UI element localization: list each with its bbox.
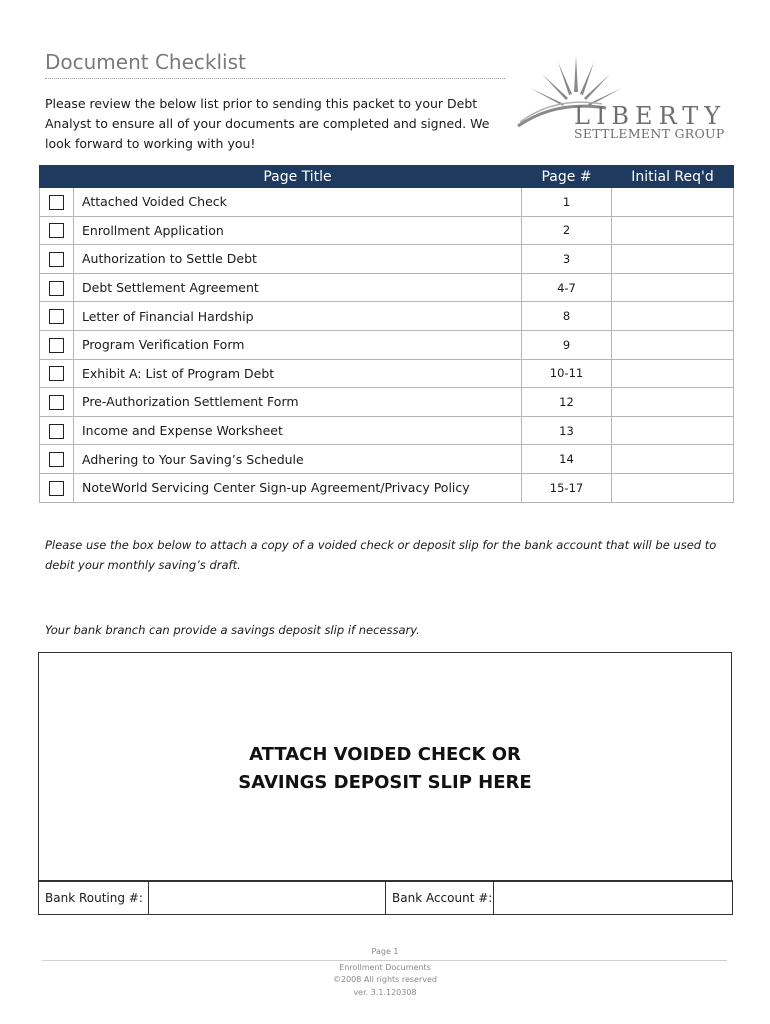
footer-divider	[42, 960, 727, 961]
page-number-cell: 10-11	[522, 359, 612, 388]
page-number-cell: 13	[522, 416, 612, 445]
checkbox-cell	[40, 330, 74, 359]
checkbox[interactable]	[49, 481, 64, 496]
checkbox-cell	[40, 245, 74, 274]
initial-field[interactable]	[612, 388, 734, 417]
footer-document-name: Enrollment Documents	[339, 962, 431, 972]
checkbox-cell	[40, 416, 74, 445]
bank-account-label: Bank Account #:	[386, 881, 494, 915]
table-row	[40, 416, 734, 445]
attach-instructions	[39, 741, 731, 797]
page-title-cell: Letter of Financial Hardship	[74, 302, 522, 331]
table-row	[40, 330, 734, 359]
initial-required-header: Initial Req'd	[612, 166, 734, 188]
page-title-cell: Program Verification Form	[74, 330, 522, 359]
checkbox[interactable]	[49, 281, 64, 296]
page-title: Document Checklist	[45, 50, 246, 74]
logo-subtitle: SETTLEMENT GROUP	[574, 126, 725, 141]
table-row	[40, 302, 734, 331]
page-number-cell: 15-17	[522, 473, 612, 502]
table-row	[40, 473, 734, 502]
checkbox[interactable]	[49, 252, 64, 267]
deposit-slip-note: Your bank branch can provide a savings deposit slip if necessary.	[45, 623, 420, 637]
page-title-cell: Pre-Authorization Settlement Form	[74, 388, 522, 417]
page-number-cell: 2	[522, 216, 612, 245]
table-row	[40, 388, 734, 417]
page-number-cell: 8	[522, 302, 612, 331]
page-title-cell: Authorization to Settle Debt	[74, 245, 522, 274]
checkbox-cell	[40, 388, 74, 417]
footer-page-number: Page 1	[371, 947, 399, 956]
checkbox-cell	[40, 188, 74, 217]
page-number-cell: 3	[522, 245, 612, 274]
table-row	[40, 445, 734, 474]
initial-field[interactable]	[612, 273, 734, 302]
logo-wordmark: LIBERTY	[574, 102, 727, 130]
checkbox[interactable]	[49, 223, 64, 238]
checkbox-cell	[40, 216, 74, 245]
attach-check-area	[38, 652, 732, 882]
checkbox[interactable]	[49, 366, 64, 381]
attach-line-1: ATTACH VOIDED CHECK OR	[249, 744, 521, 765]
initial-field[interactable]	[612, 245, 734, 274]
page-title-cell: NoteWorld Servicing Center Sign-up Agreement/Privacy Policy	[74, 473, 522, 502]
checkbox[interactable]	[49, 395, 64, 410]
table-header-row	[40, 166, 734, 188]
initial-field[interactable]	[612, 302, 734, 331]
checkbox[interactable]	[49, 195, 64, 210]
page-number-cell: 12	[522, 388, 612, 417]
checkbox[interactable]	[49, 309, 64, 324]
initial-field[interactable]	[612, 330, 734, 359]
checkbox-cell	[40, 473, 74, 502]
document-checklist-table	[39, 165, 734, 503]
page-title-cell: Debt Settlement Agreement	[74, 273, 522, 302]
page-title-header: Page Title	[74, 166, 522, 188]
initial-field[interactable]	[612, 473, 734, 502]
initial-field[interactable]	[612, 359, 734, 388]
page-number-cell: 4-7	[522, 273, 612, 302]
initial-field[interactable]	[612, 216, 734, 245]
page-title-cell: Income and Expense Worksheet	[74, 416, 522, 445]
initial-field[interactable]	[612, 188, 734, 217]
voided-check-instructions: Please use the box below to attach a copy of a voided check or deposit slip for the bank account that will be used to debit your monthly saving’s draft.	[45, 538, 717, 572]
checkbox-cell	[40, 359, 74, 388]
table-row	[40, 216, 734, 245]
checkbox[interactable]	[49, 338, 64, 353]
intro-text: Please review the below list prior to sending this packet to your Debt Analyst to ensure all of your documents are completed and signed. We look forward to working with you!	[45, 96, 490, 151]
page-title-cell: Exhibit A: List of Program Debt	[74, 359, 522, 388]
checkbox[interactable]	[49, 452, 64, 467]
table-row	[40, 188, 734, 217]
page-number-cell: 1	[522, 188, 612, 217]
checkbox-header	[40, 166, 74, 188]
checkbox-cell	[40, 445, 74, 474]
table-row	[40, 273, 734, 302]
bank-account-field[interactable]	[494, 881, 733, 915]
footer-version: ver. 3.1.120308	[353, 987, 417, 997]
page-title-cell: Enrollment Application	[74, 216, 522, 245]
checkbox-cell	[40, 273, 74, 302]
checkbox-cell	[40, 302, 74, 331]
bank-routing-label: Bank Routing #:	[39, 881, 149, 915]
liberty-logo	[516, 48, 726, 148]
bank-routing-field[interactable]	[149, 881, 386, 915]
initial-field[interactable]	[612, 445, 734, 474]
page-title-cell: Adhering to Your Saving’s Schedule	[74, 445, 522, 474]
title-divider	[45, 78, 505, 79]
page-number-cell: 14	[522, 445, 612, 474]
table-row	[40, 359, 734, 388]
page-title-cell: Attached Voided Check	[74, 188, 522, 217]
initial-field[interactable]	[612, 416, 734, 445]
page-number-cell: 9	[522, 330, 612, 359]
checkbox[interactable]	[49, 424, 64, 439]
page-number-header: Page #	[522, 166, 612, 188]
bank-info-row	[38, 880, 733, 915]
table-row	[40, 245, 734, 274]
attach-line-2: SAVINGS DEPOSIT SLIP HERE	[238, 772, 532, 793]
footer-copyright: ©2008 All rights reserved	[332, 975, 438, 984]
page-footer	[0, 946, 770, 999]
